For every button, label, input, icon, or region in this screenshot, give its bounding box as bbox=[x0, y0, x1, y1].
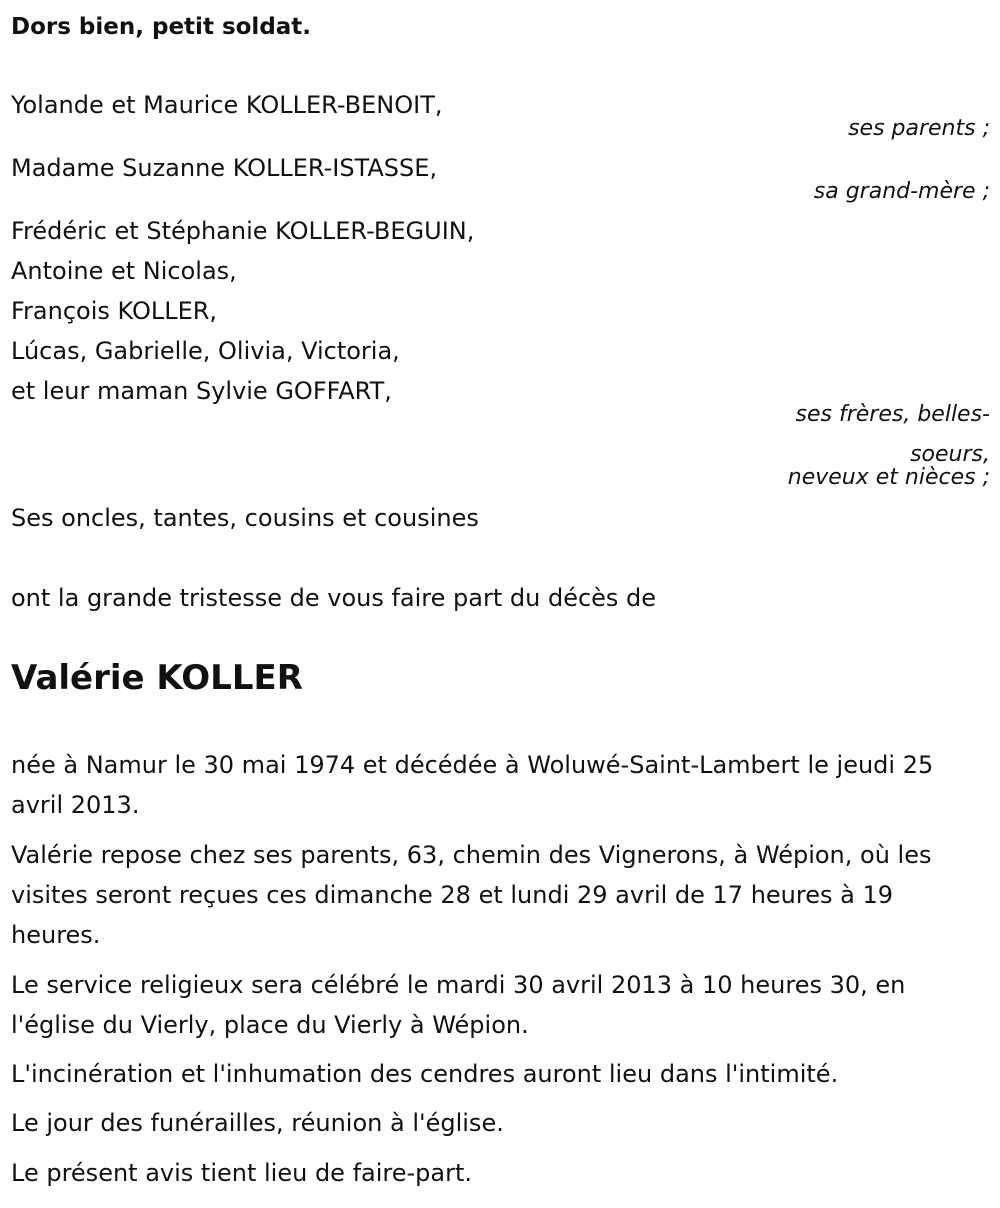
birth-death-paragraph: née à Namur le 30 mai 1974 et décédée à Woluwé-Saint-Lambert le jeudi 25 avril 2013. bbox=[11, 751, 934, 819]
extended-family-line: Ses oncles, tantes, cousins et cousines bbox=[11, 504, 479, 532]
visitation-paragraph: Valérie repose chez ses parents, 63, chemin des Vignerons, à Wépion, où les visites seront reçues ces dimanche 28 et lundi 29 avril de 17 heures à 19 heures. bbox=[11, 841, 932, 949]
notice-closing-paragraph: Le présent avis tient lieu de faire-part. bbox=[11, 1159, 473, 1187]
family-line: et leur maman Sylvie GOFFART, bbox=[11, 377, 392, 405]
family-relation: sa grand-mère ; bbox=[813, 179, 990, 204]
family-relation: ses parents ; bbox=[848, 116, 990, 141]
service-paragraph: Le service religieux sera célébré le mardi 30 avril 2013 à 10 heures 30, en l'église du Vierly, place du Vierly à Wépion. bbox=[11, 971, 906, 1039]
family-line: Lúcas, Gabrielle, Olivia, Victoria, bbox=[11, 337, 400, 365]
family-relation: ses frères, belles- bbox=[795, 402, 990, 427]
family-relation: soeurs, bbox=[910, 442, 990, 467]
family-line: François KOLLER, bbox=[11, 297, 218, 325]
announcement-text: ont la grande tristesse de vous faire part du décès de bbox=[11, 584, 657, 612]
funeral-gathering-paragraph: Le jour des funérailles, réunion à l'église. bbox=[11, 1109, 504, 1137]
cremation-paragraph: L'incinération et l'inhumation des cendres auront lieu dans l'intimité. bbox=[11, 1060, 839, 1088]
notice-heading: Dors bien, petit soldat. bbox=[11, 14, 312, 40]
family-line: Frédéric et Stéphanie KOLLER-BEGUIN, bbox=[11, 217, 475, 245]
family-line: Yolande et Maurice KOLLER-BENOIT, bbox=[11, 91, 443, 119]
family-line: Antoine et Nicolas, bbox=[11, 257, 237, 285]
family-line: Madame Suzanne KOLLER-ISTASSE, bbox=[11, 154, 438, 182]
deceased-name: Valérie KOLLER bbox=[11, 658, 303, 698]
family-relation: neveux et nièces ; bbox=[787, 465, 990, 490]
